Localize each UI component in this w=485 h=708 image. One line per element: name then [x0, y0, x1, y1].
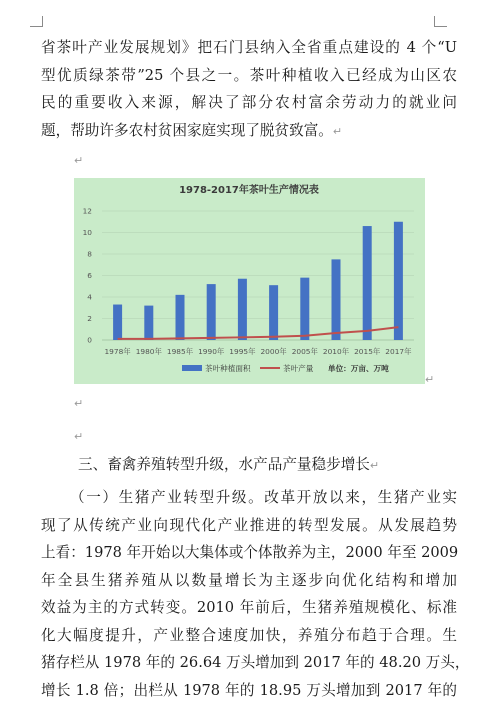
bar-tea-area: [176, 295, 185, 340]
x-tick-label: 1978年: [104, 347, 131, 356]
text-line: 民的重要收入来源，解决了部分农村富余劳动力的就业问: [41, 94, 457, 111]
text-line-last: [41, 117, 457, 145]
y-tick-label: 8: [87, 249, 92, 259]
text-line: 效益为主的方式转变。2010 年前后，生猪养殖规模化、标准: [41, 599, 457, 616]
text-line-content: 题，帮助许多农村贫困家庭实现了脱贫致富。: [41, 121, 333, 139]
legend-label-bar: 茶叶种植面积: [205, 364, 251, 373]
paragraph-mark: ↵: [332, 124, 343, 138]
text-line: 猪存栏从 1978 年的 26.64 万头增加到 2017 年的 48.20 万头，: [41, 654, 470, 671]
x-tick-label: 1990年: [198, 347, 225, 356]
x-tick-label: 2015年: [354, 347, 381, 356]
x-tick-label: 1995年: [229, 347, 256, 356]
y-tick-label: 6: [87, 271, 92, 281]
paragraph-tea-industry: [41, 34, 457, 144]
section-heading: [78, 455, 379, 476]
chart-unit-label: 单位：万亩、万吨: [328, 364, 389, 373]
text-line: 上看：1978 年开始以大集体或个体散养为主，2000 年至 2009: [41, 544, 459, 561]
x-tick-label: 1985年: [166, 347, 194, 356]
text-line: 年全县生猪养殖从以数量增长为主逐步向优化结构和增加: [41, 571, 457, 589]
section-heading-text: 三、畜禽养殖转型升级，水产品产量稳步增长: [78, 456, 370, 473]
text-line: 现了从传统产业向现代化产业推进的转型发展。从发展趋势: [41, 516, 457, 534]
empty-paragraph-mark: ↵: [74, 154, 84, 167]
text-line: 化大幅度提升，产业整合速度加快，养殖分布趋于合理。生: [41, 626, 457, 644]
bar-tea-area: [144, 306, 153, 340]
text-line: （一）生猪产业转型升级。改革开放以来，生猪产业实: [70, 489, 457, 506]
tea-production-chart: [74, 178, 425, 384]
paragraph-mark: ↵: [425, 373, 435, 386]
y-tick-label: 12: [82, 206, 92, 216]
text-line: 型优质绿茶带”25 个县之一。茶叶种植收入已经成为山区农: [41, 66, 457, 84]
x-tick-label: 2010年: [322, 347, 350, 356]
x-tick-label: 2005年: [291, 347, 318, 356]
bar-tea-area: [269, 285, 278, 340]
bar-tea-area: [300, 278, 309, 340]
x-tick-label: 2017年: [385, 347, 412, 356]
x-tick-label: 2000年: [260, 347, 287, 356]
legend-swatch-bar: [182, 365, 202, 371]
empty-paragraph-mark: ↵: [74, 397, 84, 410]
bar-tea-area: [332, 259, 341, 340]
y-tick-label: 10: [82, 228, 92, 238]
bar-tea-area: [363, 226, 372, 340]
legend-label-line: 茶叶产量: [283, 364, 314, 373]
bar-tea-area: [238, 279, 247, 340]
line-tea-output: [118, 327, 399, 339]
text-line: 省茶叶产业发展规划》把石门县纳入全省重点建设的 4 个“U: [41, 39, 457, 56]
bar-tea-area: [207, 284, 216, 340]
x-tick-label: 1980年: [135, 347, 162, 356]
chart-svg: [74, 178, 425, 384]
y-tick-label: 4: [87, 292, 92, 302]
empty-paragraph-mark: ↵: [74, 430, 84, 443]
page-corner-mark-right: [434, 16, 447, 27]
y-tick-label: 0: [87, 335, 92, 345]
bar-tea-area: [113, 305, 122, 340]
paragraph-mark: ↵: [369, 459, 380, 472]
text-line: 增长 1.8 倍；出栏从 1978 年的 18.95 万头增加到 2017 年的: [41, 681, 457, 699]
chart-title: 1978-2017年茶叶生产情况表: [179, 185, 319, 196]
page-corner-mark-left: [30, 16, 43, 27]
bar-tea-area: [394, 222, 403, 340]
y-tick-label: 2: [87, 314, 92, 324]
paragraph-pig-industry: [41, 484, 470, 704]
